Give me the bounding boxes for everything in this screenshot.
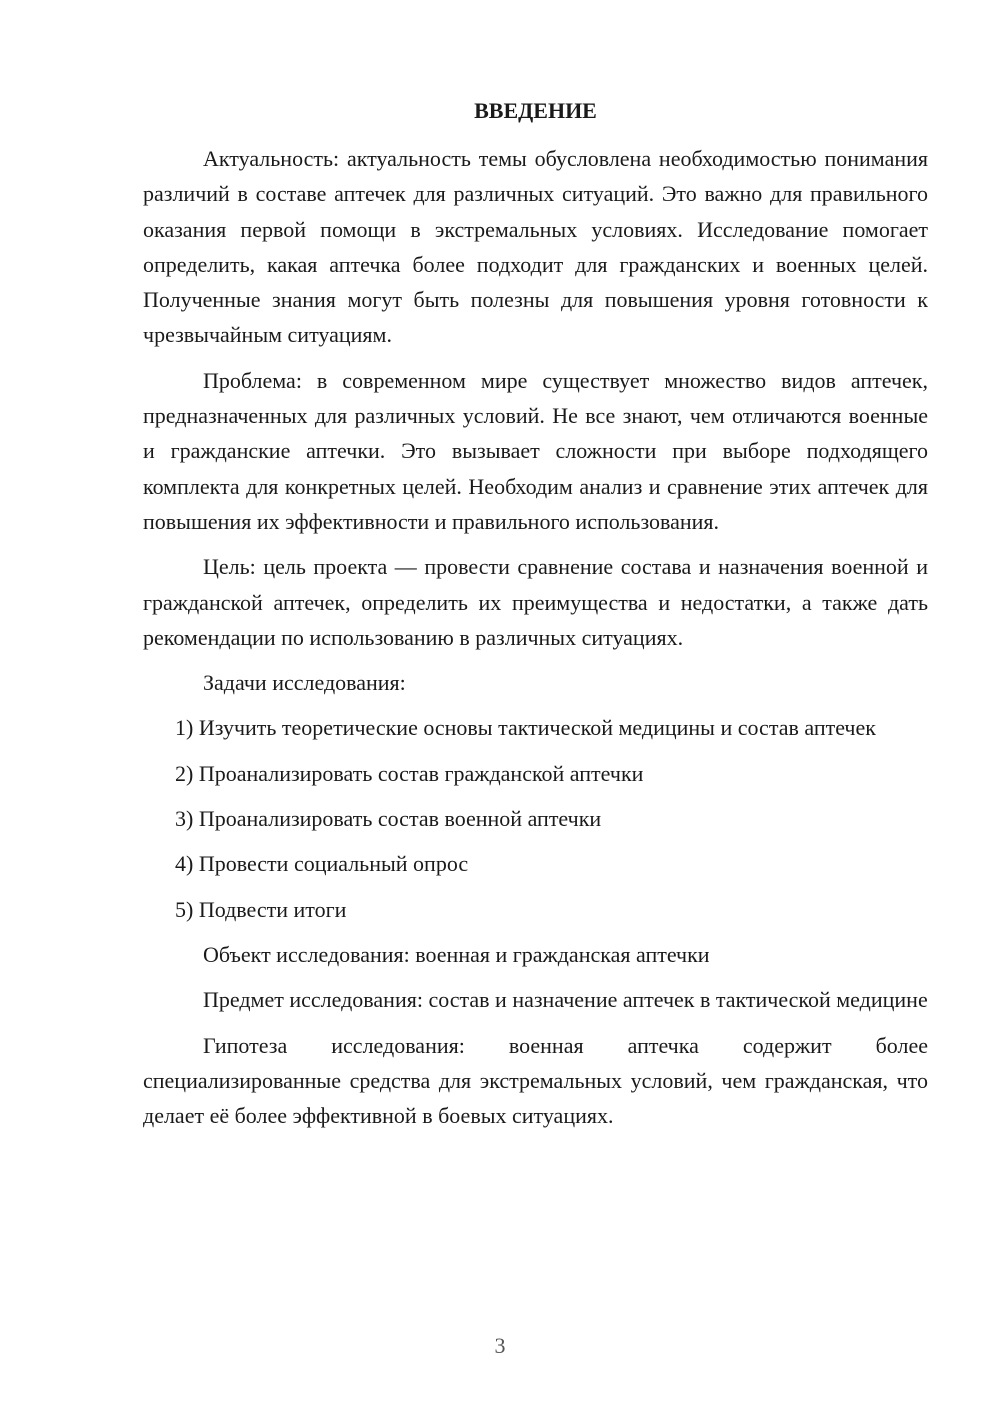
task-item: 3) Проанализировать состав военной аптечки (175, 806, 602, 832)
problem-paragraph: Проблема: в современном мире существует множество видов аптечек, предназначенных для различных условий. Не все знают, чем отличаются военные и гражданские аптечки. Это вызывает сложности при выборе подходящего комплекта для конкретных целей. Необходим анализ и сравнение этих аптечек для повышения их эффективности и правильного использования. (143, 367, 928, 534)
hypothesis-paragraph: Гипотеза исследования: военная аптечка содержит более специализированные средства для экстремальных условий, чем гражданская, что делает её более эффективной в боевых ситуациях. (143, 1032, 928, 1129)
subject-paragraph: Предмет исследования: состав и назначение аптечек в тактической медицине (203, 987, 928, 1013)
page-number: 3 (494, 1333, 506, 1358)
relevance-paragraph: Актуальность: актуальность темы обусловлена необходимостью понимания различий в составе аптечек для различных ситуаций. Это важно для правильного оказания первой помощи в экстремальных условиях. Исследование помогает определить, какая аптечка более подходит для гражданских и военных целей. Полученные знания могут быть полезны для повышения уровня готовности к чрезвычайным ситуациям. (143, 146, 928, 348)
task-item: 5) Подвести итоги (175, 896, 347, 922)
tasks-heading: Задачи исследования: (203, 670, 406, 696)
page-title: ВВЕДЕНИЕ (474, 98, 597, 123)
task-item: 1) Изучить теоретические основы тактической медицины и состав аптечек (175, 715, 876, 741)
goal-paragraph: Цель: цель проекта — провести сравнение состава и назначения военной и гражданской аптечек, определить их преимущества и недостатки, а также дать рекомендации по использованию в различных ситуациях. (143, 554, 928, 650)
task-item: 4) Провести социальный опрос (175, 851, 469, 877)
tasks-list (143, 710, 928, 926)
object-paragraph: Объект исследования: военная и гражданская аптечки (203, 941, 710, 967)
document-page (143, 96, 928, 1143)
task-item: 2) Проанализировать состав гражданской аптечки (175, 760, 644, 786)
